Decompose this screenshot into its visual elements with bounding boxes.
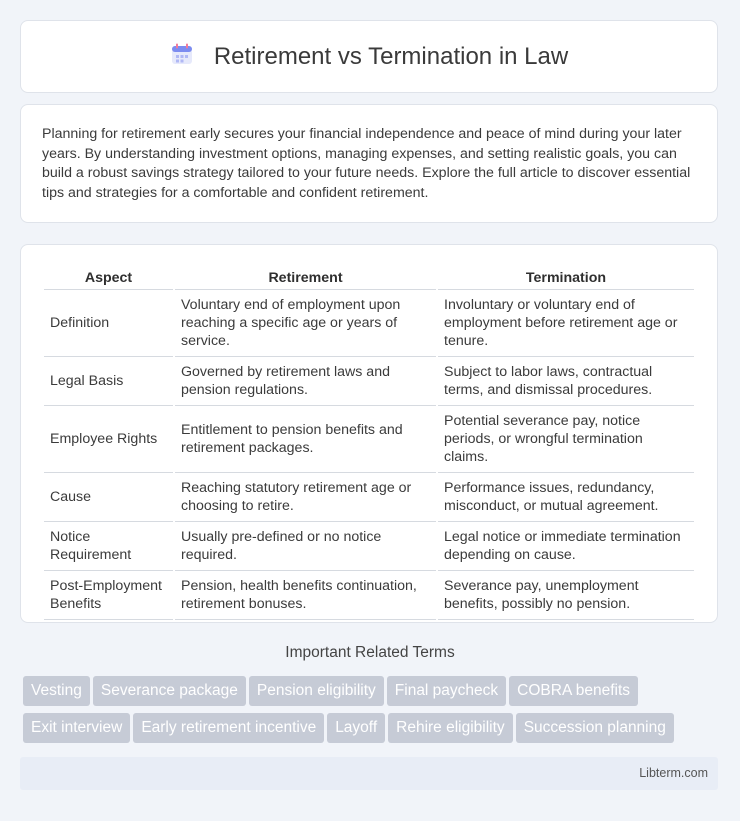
table-cell: Cause (44, 473, 173, 522)
related-term-tag[interactable]: Pension eligibility (249, 676, 384, 706)
table-cell: Subject to labor laws, contractual terms, and dismissal procedures. (438, 357, 694, 406)
table-cell: Usually pre-defined or no notice required. (175, 522, 436, 571)
table-row (44, 571, 694, 620)
calendar-icon (170, 42, 194, 71)
related-term-tag[interactable]: Exit interview (23, 713, 130, 743)
footer (20, 757, 718, 790)
related-term-tag[interactable]: Rehire eligibility (388, 713, 513, 743)
related-term-tag[interactable]: Layoff (327, 713, 385, 743)
page-title: Retirement vs Termination in Law (213, 42, 569, 70)
header-card (20, 20, 718, 93)
table-cell: Entitlement to pension benefits and retirement packages. (175, 406, 436, 473)
table-row (44, 522, 694, 571)
related-term-tag[interactable]: Succession planning (516, 713, 674, 743)
table-cell: Reaching statutory retirement age or choosing to retire. (175, 473, 436, 522)
table-cell: Voluntary end of employment upon reaching a specific age or years of service. (175, 290, 436, 357)
table-cell: Pension, health benefits continuation, retirement bonuses. (175, 571, 436, 620)
column-header: Aspect (44, 265, 173, 290)
table-cell: Potential severance pay, notice periods, or wrongful termination claims. (438, 406, 694, 473)
intro-text: Planning for retirement early secures your financial independence and peace of mind during your later years. By understanding investment options, managing expenses, and setting realistic goals, you can build a robust savings strategy tailored to your future needs. Explore the full article to discover essential tips and strategies for a comfortable and confident retirement. (42, 126, 691, 201)
table-cell: Definition (44, 290, 173, 357)
table-cell: Legal notice or immediate termination depending on cause. (438, 522, 694, 571)
table-cell: Employee Rights (44, 406, 173, 473)
table-header-row (44, 265, 694, 290)
table-row (44, 357, 694, 406)
table-cell: Legal Basis (44, 357, 173, 406)
table-cell: Performance issues, redundancy, misconduct, or mutual agreement. (438, 473, 694, 522)
table-cell: Involuntary or voluntary end of employment before retirement age or tenure. (438, 290, 694, 357)
related-term-tag[interactable]: Severance package (93, 676, 246, 706)
table-cell: Notice Requirement (44, 522, 173, 571)
comparison-table-card (20, 244, 718, 623)
column-header: Termination (438, 265, 694, 290)
related-term-tag[interactable]: COBRA benefits (509, 676, 638, 706)
table-row (44, 406, 694, 473)
intro-card (20, 104, 718, 223)
related-terms-title: Important Related Terms (285, 644, 455, 661)
related-term-tag[interactable]: Early retirement incentive (133, 713, 324, 743)
related-terms-list (23, 676, 723, 750)
related-term-tag[interactable]: Final paycheck (387, 676, 506, 706)
related-term-tag[interactable]: Vesting (23, 676, 90, 706)
comparison-table (42, 265, 696, 620)
table-cell: Severance pay, unemployment benefits, possibly no pension. (438, 571, 694, 620)
footer-site-link[interactable]: Libterm.com (639, 766, 708, 780)
table-cell: Governed by retirement laws and pension regulations. (175, 357, 436, 406)
table-cell: Post-Employment Benefits (44, 571, 173, 620)
column-header: Retirement (175, 265, 436, 290)
table-row (44, 473, 694, 522)
table-row (44, 290, 694, 357)
